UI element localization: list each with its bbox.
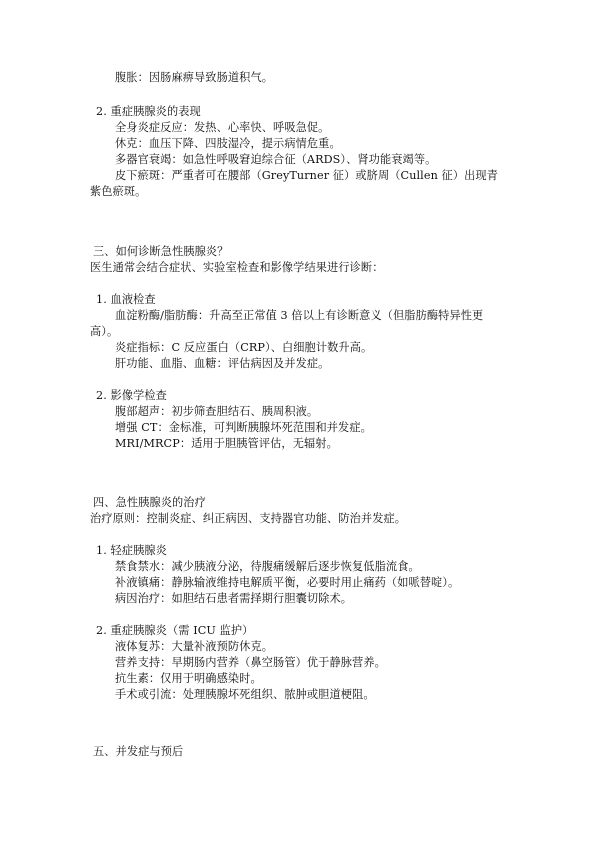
list-item: 肝功能、血脂、血糖：评估病因及并发症。 xyxy=(115,357,330,370)
list-item: 禁食禁水：减少胰液分泌，待腹痛缓解后逐步恢复低脂流食。 xyxy=(115,560,420,573)
list-item: 补液镇痛：静脉输液维持电解质平衡，必要时用止痛药（如哌替啶）。 xyxy=(115,576,460,589)
skin-ecchymosis-text-cont: 紫色瘀斑。 xyxy=(90,185,147,198)
list-item: 病因治疗：如胆结石患者需择期行胆囊切除术。 xyxy=(115,592,353,605)
list-item: 营养支持：早期肠内营养（鼻空肠管）优于静脉营养。 xyxy=(115,656,386,669)
list-item: 增强 CT：金标准，可判断胰腺坏死范围和并发症。 xyxy=(115,421,372,434)
list-item: 多器官衰竭：如急性呼吸窘迫综合征（ARDS）、肾功能衰竭等。 xyxy=(115,153,437,166)
list-item: 炎症指标：C 反应蛋白（CRP）、白细胞计数升高。 xyxy=(115,341,373,354)
section-title-treatment: 四、急性胰腺炎的治疗 xyxy=(93,496,206,509)
list-item: 休克：血压下降、四肢湿冷，提示病情危重。 xyxy=(115,137,341,150)
diagnosis-intro: 医生通常会结合症状、实验室检查和影像学结果进行诊断： xyxy=(90,261,384,274)
abdomen-text: 腹胀：因肠麻痹导致肠道积气。 xyxy=(115,71,274,84)
imaging-heading: 2. 影像学检查 xyxy=(96,389,167,402)
section-title-diagnosis: 三、如何诊断急性胰腺炎？ xyxy=(93,245,229,258)
section-title-complications: 五、并发症与预后 xyxy=(93,745,184,758)
list-item: 抗生素：仅用于明确感染时。 xyxy=(115,672,262,685)
amylase-text: 血淀粉酶/脂肪酶：升高至正常值 3 倍以上有诊断意义（但脂肪酶特异性更 xyxy=(115,309,484,322)
severe-treatment-heading: 2. 重症胰腺炎（需 ICU 监护） xyxy=(96,624,254,637)
list-item: 全身炎症反应：发热、心率快、呼吸急促。 xyxy=(115,121,330,134)
mild-heading: 1. 轻症胰腺炎 xyxy=(96,544,167,557)
list-item: 液体复苏：大量补液预防休克。 xyxy=(115,640,274,653)
blood-test-heading: 1. 血液检查 xyxy=(96,293,156,306)
list-item: MRI/MRCP：适用于胆胰管评估，无辐射。 xyxy=(115,437,338,450)
treatment-principle: 治疗原则：控制炎症、纠正病因、支持器官功能、防治并发症。 xyxy=(90,512,407,525)
list-item: 手术或引流：处理胰腺坏死组织、脓肿或胆道梗阻。 xyxy=(115,688,375,701)
amylase-text-cont: 高）。 xyxy=(90,325,119,338)
list-item: 腹部超声：初步筛查胆结石、胰周积液。 xyxy=(115,405,319,418)
severe-manifestation-heading: 2. 重症胰腺炎的表现 xyxy=(96,105,201,118)
skin-ecchymosis-text: 皮下瘀斑：严重者可在腰部（GreyTurner 征）或脐周（Cullen 征）出现青 xyxy=(115,169,498,182)
